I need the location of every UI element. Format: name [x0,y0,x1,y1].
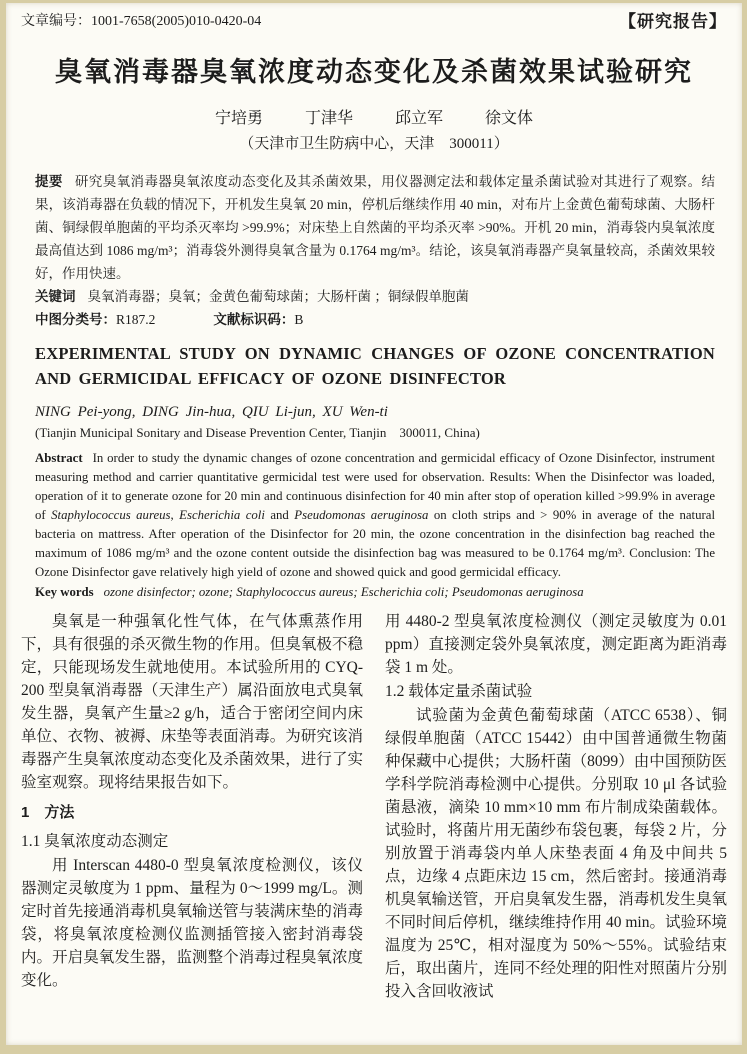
author-name: 邱立军 [395,110,444,127]
front-matter [21,170,727,602]
keywords-en [35,582,715,602]
author-name: 徐文体 [485,110,534,127]
abstract-en-text: In order to study the dynamic changes of ozone concentration and germicidal efficacy of Ozone Disinfector, instrument measuring method and carrier quantitative germicidal test were used for observation. Results: When the Disinfector was loaded, operation of it to generate ozone for 20 min and continuous disinfection for 40 min after stop of operation killed >99.9% in average of [35,451,715,522]
abstract-cn-text: 研究臭氧消毒器臭氧浓度动态变化及其杀菌效果，用仪器测定法和载体定量杀菌试验对其进行了观察。结果，该消毒器在负载的情况下，开机发生臭氧 20 min，停机后继续作用 40 min，对布片上金黄色葡萄球菌、大肠杆菌、铜绿假单胞菌的平均杀灭率均 >99.9%；对床垫上自然菌的平均杀灭率 >90%。开机 20 min，消毒袋内臭氧浓度最高值达到 1086 mg/m³；消毒袋外测得臭氧含量为 0.1764 mg/m³。结论，该臭氧消毒器产臭氧量较高，杀菌效果较好，作用快速。 [35,174,716,281]
abstract-en-text: and [264,508,295,522]
keywords-cn [35,285,715,308]
affiliation-en: (Tianjin Municipal Sonitary and Disease Prevention Center, Tianjin 300011, China) [35,425,480,440]
author-name: 丁津华 [304,110,353,127]
keywords-en-text: ozone disinfector; ozone; Staphylococcus aureus; Escherichia coli; Pseudomonas aeruginosa [103,585,584,599]
paper-title-en: EXPERIMENTAL STUDY ON DYNAMIC CHANGES OF OZONE CONCENTRATION AND GERMICIDAL EFFICACY OF OZONE DISINFECTOR [35,344,715,388]
paper-title-cn: 臭氧消毒器臭氧浓度动态变化及杀菌效果试验研究 [55,57,693,87]
clc-value: R187.2 [116,312,156,327]
intro-paragraph: 臭氧是一种强氧化性气体，在气体熏蒸作用下，具有很强的杀灭微生物的作用。但臭氧极不稳定，只能现场发生就地使用。本试验所用的 CYQ-200 型臭氧消毒器（天津生产）属沿面放电式臭氧发生器，臭氧产生量≥2 g/h，适合于密闭空间内床单位、衣物、被褥、床垫等表面消毒。为研究该消毒器产生臭氧浓度动态变化及杀菌效果，进行了实验室观察。现将结果报告如下。 [21,613,363,791]
paragraph-1-2: 试验菌为金黄色葡萄球菌（ATCC 6538）、铜绿假单胞菌（ATCC 15442）由中国普通微生物菌种保藏中心提供；大肠杆菌（8099）由中国预防医学科学院消毒检测中心提供。分别取 10 μl 各试验菌悬液，滴染 10 mm×10 mm 布片制成染菌载体。试验时，将菌片用无菌纱布袋包裹，每袋 2 片，分别放置于消毒袋内单人床垫表面 4 角及中间共 5 点，边缘 4 点距床边 15 cm，然后密封。接通消毒机臭氧输送管，开启臭氧发生器，消毒机发生臭氧不同时间后停机，继续维持作用 40 min。试验环境温度为 25℃，相对湿度为 50%～55%。试验结束后，取出菌片，连同不经处理的阳性对照菌片分别投入含回收液试 [385,707,727,1000]
clc-label: 中图分类号： [35,312,116,327]
affiliation-cn: （天津市卫生防病中心，天津 300011） [239,136,509,152]
subsection-heading-1-2: 1.2 载体定量杀菌试验 [385,683,533,700]
doc-code-value: B [294,312,304,327]
abstract-en-label: Abstract [35,451,83,465]
paper-page [6,3,742,1045]
authors-en: NING Pei-yong, DING Jin-hua, QIU Li-jun, XU Wen-ti [35,404,388,420]
species-name: Escherichia coli [179,508,265,522]
body-columns [21,610,727,1003]
article-number: 文章编号：1001-7658(2005)010-0420-04 [21,14,262,29]
classification-line [35,308,715,332]
species-name: Staphylococcus aureus [51,508,171,522]
abstract-en-text: , [170,508,180,522]
body-column-left [21,610,363,1003]
page-header [21,12,727,32]
keywords-cn-text: 臭氧消毒器；臭氧；金黄色葡萄球菌；大肠杆菌 ；铜绿假单胞菌 [87,289,469,304]
doc-code-label: 文献标识码： [213,312,295,327]
report-type-tag: 【研究报告】 [619,12,727,31]
abstract-en [35,449,715,582]
author-name: 宁培勇 [214,110,263,127]
paragraph-1-1-continued: 用 4480-2 型臭氧浓度检测仪（测定灵敏度为 0.01 ppm）直接测定袋外臭氧浓度，测定距离为距消毒袋 1 m 处。 [385,613,727,676]
authors-cn [21,109,727,129]
subsection-heading-1-1: 1.1 臭氧浓度动态测定 [21,833,169,850]
section-heading-methods: 1 方法 [21,804,75,821]
keywords-en-label: Key words [35,585,94,599]
abstract-cn-label: 提要 [35,174,63,189]
abstract-cn [35,170,715,285]
keywords-cn-label: 关键词 [35,289,76,304]
species-name: Pseudomonas aeruginosa [294,508,429,522]
body-column-right [385,610,727,1003]
abstract-en-text: on cloth strips and > 90% in average of the natural bacteria on mattress. After operation of the Disinfector for 20 min, the ozone concentration in the disinfection bag reached the maximum of 1086 mg/m³ and the ozone content outside the disinfection bag was measured to be 0.1764 mg/m³. Conclusion: The Ozone Disinfector gave relatively high yield of ozone and showed quick and good germicidal efficacy. [35,508,716,579]
paragraph-1-1: 用 Interscan 4480-0 型臭氧浓度检测仪，该仪器测定灵敏度为 1 ppm、量程为 0～1999 mg/L。测定时首先接通消毒机臭氧输送管与装满床垫的消毒袋，将臭氧浓度检测仪监测插管接入密封消毒袋内。开启臭氧发生器，监测整个消毒过程臭氧浓度变化。 [21,857,363,989]
